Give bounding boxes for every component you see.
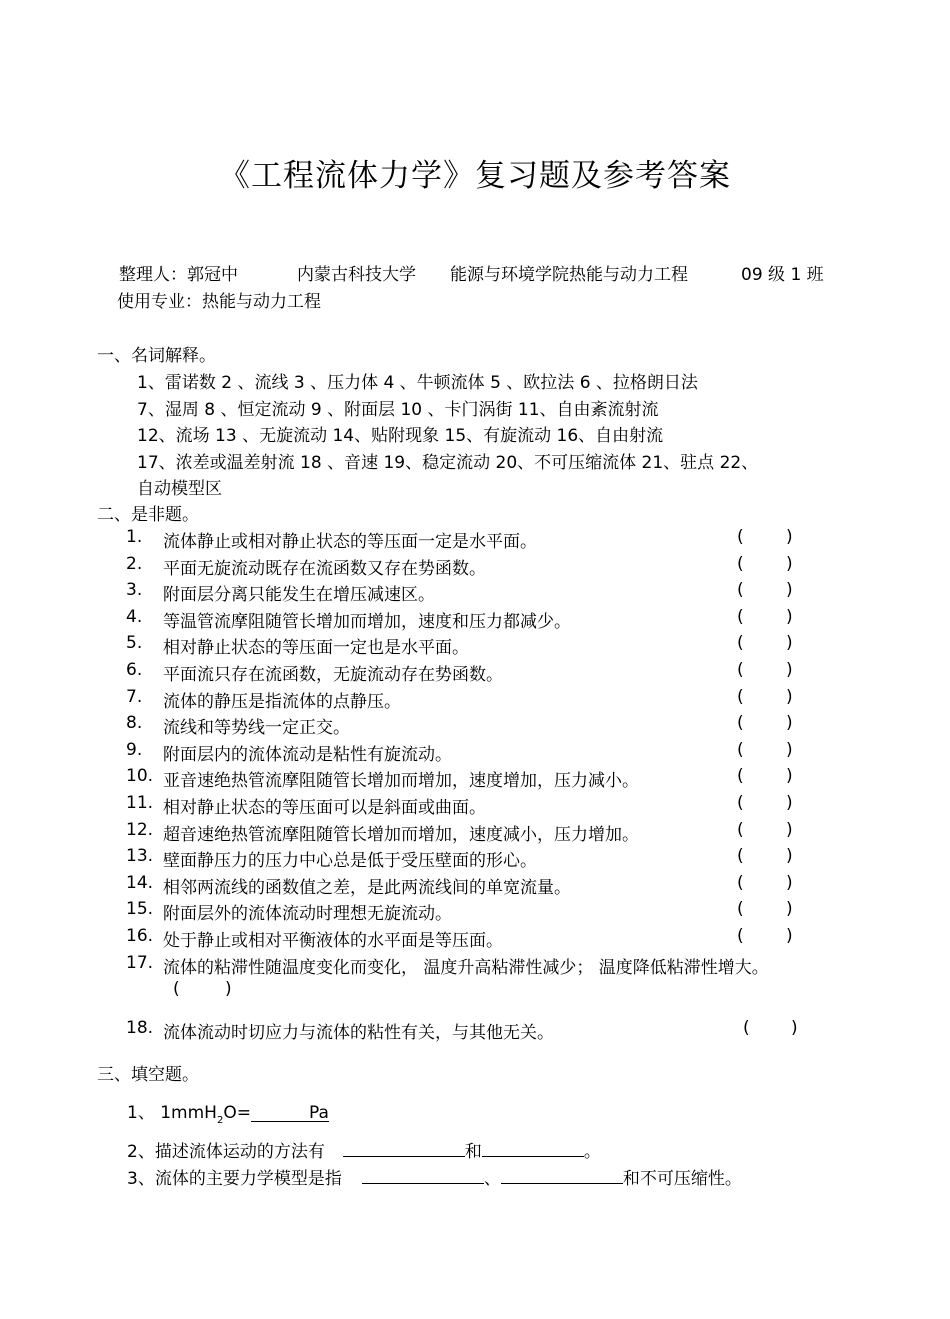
q2-join: 和: [464, 1142, 482, 1162]
true-false-item: [0, 793, 950, 817]
paren-open: (: [737, 580, 744, 601]
true-false-item: [0, 873, 950, 897]
question-text: 超音速绝热管流摩阻随管长增加而增加，速度减小，压力增加。: [163, 824, 639, 845]
question-text: 相对静止状态的等压面一定也是水平面。: [163, 638, 469, 659]
question-text: 流线和等势线一定正交。: [163, 718, 350, 739]
question-number: 3.: [126, 580, 143, 601]
question-text: 流体静止或相对静止状态的等压面一定是水平面。: [163, 532, 537, 552]
fill-blank-q1: [127, 1098, 329, 1126]
question-number: 16.: [126, 926, 154, 946]
paren-close: ): [786, 606, 793, 627]
paren-open: (: [737, 819, 744, 840]
paren-close: ): [786, 660, 793, 680]
question-number: 4.: [126, 606, 143, 627]
question-text: 附面层分离只能发生在增压减速区。: [163, 585, 435, 606]
paren-open: (: [737, 739, 744, 760]
paren-open: (: [737, 633, 744, 654]
question-text: 等温管流摩阻随管长增加而增加，速度和压力都减少。: [163, 611, 571, 632]
true-false-item: [0, 633, 950, 657]
q1-subscript: 2: [216, 1115, 224, 1126]
question-number: 10.: [126, 766, 154, 787]
paren-close: ): [786, 713, 793, 734]
question-number: 12.: [126, 819, 154, 840]
true-false-item: [0, 607, 950, 631]
paren-open: (: [743, 1018, 750, 1038]
terms-row-4: 17、浓差或温差射流 18 、音速 19、稳定流动 20、不可压缩流体 21、驻点 22、: [137, 453, 759, 473]
true-false-item: [0, 820, 950, 844]
class-name: 09 级 1 班: [741, 265, 824, 285]
true-false-item: [0, 554, 950, 578]
paren-close: ): [786, 819, 793, 840]
applicable-major: 使用专业：热能与动力工程: [117, 292, 321, 312]
true-false-item-17: [0, 953, 950, 977]
terms-row-1: 1、雷诺数 2 、流线 3 、压力体 4 、牛顿流体 5 、欧拉法 6 、拉格朗日法: [137, 373, 698, 393]
question-text: 处于静止或相对平衡液体的水平面是等压面。: [163, 931, 503, 951]
question-number: 14.: [126, 872, 154, 893]
question-text: 壁面静压力的压力中心总是低于受压壁面的形心。: [163, 851, 537, 872]
paren-close: ): [786, 926, 793, 946]
q1-prefix: 1、 1mmH: [127, 1103, 217, 1123]
paren-close: ): [786, 527, 793, 547]
question-text: 平面流只存在流函数，无旋流动存在势函数。: [163, 665, 503, 685]
paren-open: (: [737, 660, 744, 680]
fill-blank-q2: [127, 1137, 601, 1162]
true-false-item: [0, 687, 950, 711]
paren-close: ): [786, 793, 793, 813]
section-heading-terms: 一、名词解释。: [97, 346, 216, 366]
q1-answer-blank[interactable]: [251, 1103, 329, 1122]
question-number: 17.: [126, 953, 154, 973]
true-false-item: [0, 580, 950, 604]
paren-close: ): [786, 899, 793, 920]
q2-prefix: 2、描述流体运动的方法有: [127, 1142, 325, 1162]
true-false-item: [0, 713, 950, 737]
question-number: 7.: [126, 686, 143, 707]
paren-close: ): [791, 1018, 798, 1038]
question-text: 亚音速绝热管流摩阻随管长增加而增加，速度增加，压力减小。: [163, 771, 639, 792]
paren-open: (: [737, 899, 744, 920]
question-number: 2.: [126, 553, 143, 574]
paren-close: ): [225, 979, 232, 999]
terms-row-5: 自动模型区: [137, 479, 222, 499]
q3-join: 、: [483, 1169, 501, 1189]
fill-blank-q3: [127, 1164, 742, 1189]
paren-close: ): [786, 872, 793, 893]
true-false-item: [0, 926, 950, 950]
paren-open: (: [737, 713, 744, 734]
q1-mid: O=: [223, 1103, 251, 1123]
paren-close: ): [786, 739, 793, 760]
true-false-item-18: [0, 1018, 950, 1042]
question-text: 流体的粘滞性随温度变化而变化， 温度升高粘滞性减少； 温度降低粘滞性增大。: [163, 958, 769, 978]
department-name: 能源与环境学院热能与动力工程: [450, 265, 688, 285]
section-heading-fill-blank: 三、填空题。: [97, 1065, 199, 1085]
question-number: 13.: [126, 846, 154, 867]
q2-end: 。: [583, 1142, 601, 1162]
question-number: 9.: [126, 739, 143, 760]
true-false-item: [0, 846, 950, 870]
question-text: 相对静止状态的等压面可以是斜面或曲面。: [163, 798, 486, 818]
question-text: 附面层外的流体流动时理想无旋流动。: [163, 904, 452, 925]
true-false-item: [0, 660, 950, 684]
answer-parentheses-17[interactable]: [0, 979, 950, 1003]
paren-close: ): [786, 686, 793, 707]
question-text: 流体流动时切应力与流体的粘性有关，与其他无关。: [163, 1023, 554, 1043]
paren-close: ): [786, 553, 793, 574]
q1-answer: Pa: [309, 1103, 329, 1123]
question-number: 8.: [126, 713, 143, 734]
q2-blank-1[interactable]: [343, 1138, 465, 1157]
question-number: 11.: [126, 793, 154, 813]
question-number: 15.: [126, 899, 154, 920]
paren-open: (: [737, 766, 744, 787]
paren-open: (: [737, 553, 744, 574]
question-number: 18.: [126, 1018, 154, 1038]
true-false-item: [0, 766, 950, 790]
q3-blank-1[interactable]: [362, 1165, 484, 1184]
question-text: 附面层内的流体流动是粘性有旋流动。: [163, 744, 452, 765]
question-text: 平面无旋流动既存在流函数又存在势函数。: [163, 558, 486, 579]
question-text: 相邻两流线的函数值之差，是此两流线间的单宽流量。: [163, 877, 571, 898]
paren-open: (: [737, 606, 744, 627]
paren-open: (: [737, 846, 744, 867]
section-heading-true-false: 二、是非题。: [97, 505, 199, 525]
paren-open: (: [737, 686, 744, 707]
q3-prefix: 3、流体的主要力学模型是指: [127, 1169, 342, 1189]
paren-close: ): [786, 633, 793, 654]
paren-open: (: [737, 793, 744, 813]
terms-row-2: 7、湿周 8 、恒定流动 9 、附面层 10 、卡门涡街 11、自由紊流射流: [137, 400, 659, 420]
question-text: 流体的静压是指流体的点静压。: [163, 691, 401, 712]
q3-end: 和不可压缩性。: [622, 1169, 742, 1189]
paren-open: (: [173, 979, 180, 999]
question-number: 6.: [126, 660, 143, 680]
question-number: 1.: [126, 527, 143, 547]
true-false-item: [0, 740, 950, 764]
true-false-item: [0, 527, 950, 551]
compiler-name: 整理人：郭冠中: [119, 265, 238, 285]
terms-row-3: 12、流场 13 、无旋流动 14、贴附现象 15、有旋流动 16、自由射流: [137, 426, 664, 446]
paren-close: ): [786, 580, 793, 601]
question-number: 5.: [126, 633, 143, 654]
true-false-item: [0, 899, 950, 923]
q3-blank-2[interactable]: [501, 1165, 623, 1184]
q2-blank-2[interactable]: [482, 1138, 584, 1157]
paren-close: ): [786, 846, 793, 867]
paren-open: (: [737, 872, 744, 893]
paren-close: ): [786, 766, 793, 787]
university-name: 内蒙古科技大学: [297, 265, 416, 285]
paren-open: (: [737, 926, 744, 946]
document-title: 《工程流体力学》复习题及参考答案: [219, 158, 731, 194]
paren-open: (: [737, 527, 744, 547]
